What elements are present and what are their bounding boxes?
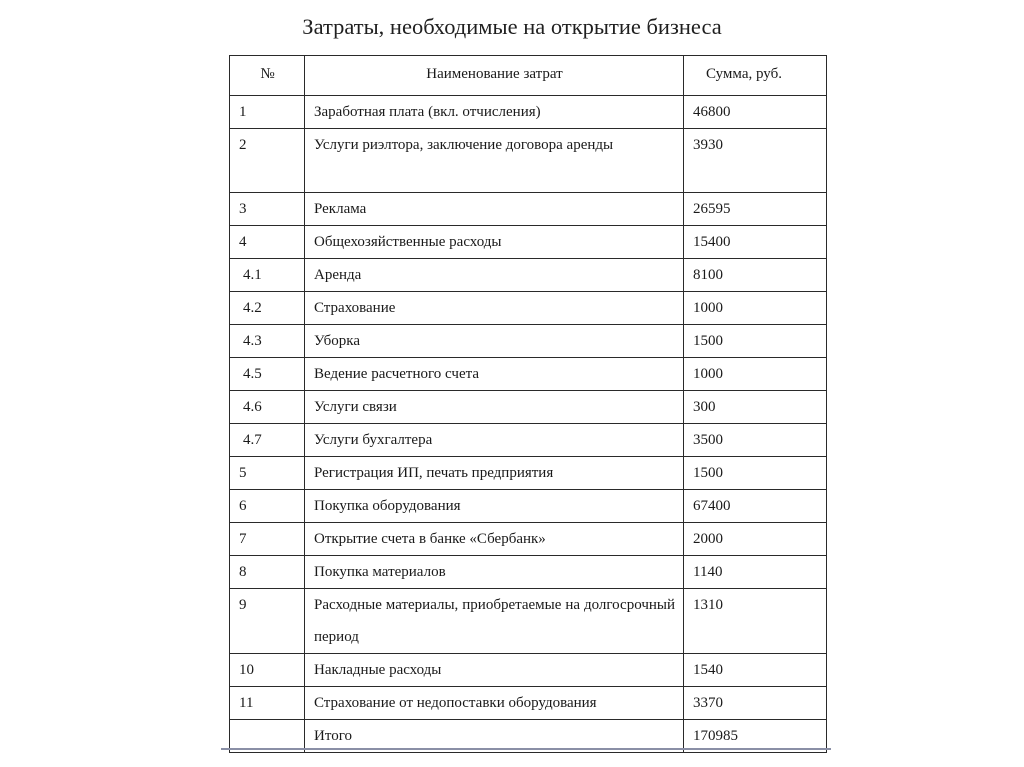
table-row [230, 687, 827, 720]
row-number: 2 [230, 129, 305, 193]
row-cost-name: Открытие счета в банке «Сбербанк» [305, 523, 684, 556]
row-cost-name: Заработная плата (вкл. отчисления) [305, 96, 684, 129]
row-cost-name: Ведение расчетного счета [305, 358, 684, 391]
table-row [230, 226, 827, 259]
table-row [230, 556, 827, 589]
row-cost-name: Страхование от недопоставки оборудования [305, 687, 684, 720]
table-row [230, 457, 827, 490]
row-number: 8 [230, 556, 305, 589]
cost-table [229, 55, 827, 753]
table-row [230, 424, 827, 457]
row-amount: 3370 [684, 687, 827, 720]
row-amount: 3930 [684, 129, 827, 193]
header-cost-name: Наименование затрат [305, 56, 684, 96]
row-cost-name: Услуги связи [305, 391, 684, 424]
table-row [230, 193, 827, 226]
total-amount: 170985 [684, 720, 827, 753]
table-header-row [230, 56, 827, 96]
row-amount: 2000 [684, 523, 827, 556]
bottom-divider [221, 748, 831, 750]
row-cost-name: Страхование [305, 292, 684, 325]
row-number: 4.7 [230, 424, 305, 457]
table-row [230, 96, 827, 129]
header-amount: Сумма, руб. [684, 56, 827, 96]
row-amount: 1140 [684, 556, 827, 589]
row-number: 4.3 [230, 325, 305, 358]
row-number: 6 [230, 490, 305, 523]
slide-title: Затраты, необходимые на открытие бизнеса [302, 14, 722, 39]
table-row [230, 391, 827, 424]
row-cost-name: Реклама [305, 193, 684, 226]
total-label: Итого [305, 720, 684, 753]
table-row [230, 589, 827, 654]
row-number: 10 [230, 654, 305, 687]
row-cost-name: Расходные материалы, приобретаемые на долгосрочный период [305, 589, 684, 654]
row-amount: 26595 [684, 193, 827, 226]
table-row [230, 490, 827, 523]
row-number: 9 [230, 589, 305, 654]
row-number: 7 [230, 523, 305, 556]
row-number: 4.5 [230, 358, 305, 391]
table-row [230, 129, 827, 193]
row-cost-name: Покупка материалов [305, 556, 684, 589]
row-amount: 1540 [684, 654, 827, 687]
row-amount: 46800 [684, 96, 827, 129]
row-cost-name: Покупка оборудования [305, 490, 684, 523]
table-row [230, 523, 827, 556]
row-amount: 15400 [684, 226, 827, 259]
header-number: № [230, 56, 305, 96]
row-amount: 67400 [684, 490, 827, 523]
table-row [230, 292, 827, 325]
row-number: 4.1 [230, 259, 305, 292]
row-cost-name: Регистрация ИП, печать предприятия [305, 457, 684, 490]
table-row [230, 654, 827, 687]
row-cost-name: Общехозяйственные расходы [305, 226, 684, 259]
row-amount: 1500 [684, 457, 827, 490]
row-number: 4.2 [230, 292, 305, 325]
row-number: 4 [230, 226, 305, 259]
row-amount: 3500 [684, 424, 827, 457]
row-number: 3 [230, 193, 305, 226]
row-cost-name: Накладные расходы [305, 654, 684, 687]
row-cost-name: Услуги бухгалтера [305, 424, 684, 457]
row-cost-name: Аренда [305, 259, 684, 292]
row-number: 1 [230, 96, 305, 129]
row-number: 4.6 [230, 391, 305, 424]
row-amount: 8100 [684, 259, 827, 292]
table-row [230, 259, 827, 292]
row-amount: 1000 [684, 358, 827, 391]
row-cost-name: Услуги риэлтора, заключение договора аренды [305, 129, 684, 193]
row-number: 5 [230, 457, 305, 490]
row-amount: 1310 [684, 589, 827, 654]
row-amount: 300 [684, 391, 827, 424]
row-amount: 1500 [684, 325, 827, 358]
row-amount: 1000 [684, 292, 827, 325]
table-row [230, 325, 827, 358]
row-number: 11 [230, 687, 305, 720]
row-cost-name: Уборка [305, 325, 684, 358]
table-row [230, 358, 827, 391]
